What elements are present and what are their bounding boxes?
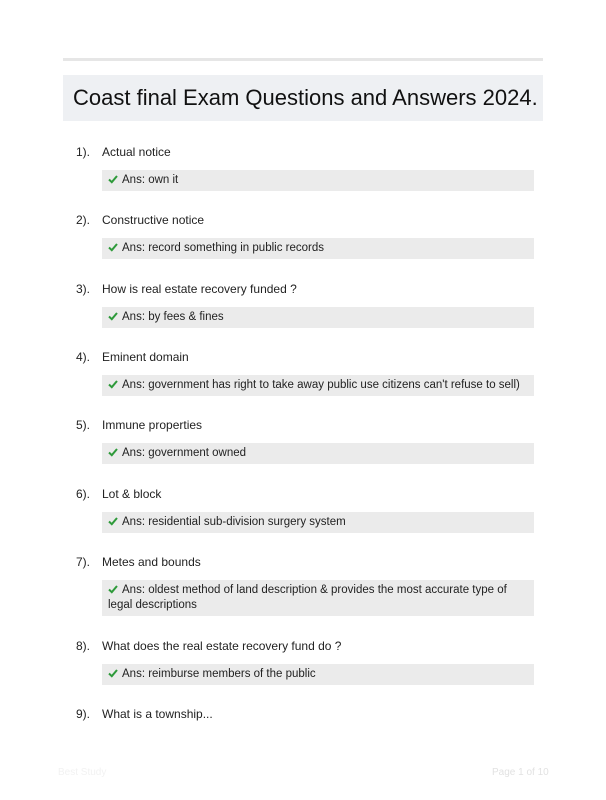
question-text: Lot & block [102,487,162,501]
answer-text: Ans: by fees & fines [122,311,224,323]
question-text: Metes and bounds [102,555,201,569]
answer-box [102,580,534,616]
answer-text: Ans: own it [122,174,179,186]
question-number: 1). [76,145,91,159]
answer-box [102,375,534,396]
top-divider [63,58,543,61]
answer-box [102,307,534,328]
question-text: Actual notice [102,145,171,159]
checkmark-icon [108,379,118,389]
page-title: Coast final Exam Questions and Answers 2024. [73,85,538,110]
answer-box [102,664,534,685]
answer-text: Ans: residential sub-division surgery system [122,516,346,528]
answer-text: Ans: record something in public records [122,242,324,254]
answer-text: Ans: government owned [122,447,247,459]
checkmark-icon [108,174,118,184]
answer-box [102,170,534,191]
question-number: 5). [76,418,91,432]
answer-text: Ans: government has right to take away public use citizens can't refuse to sell) [122,379,520,391]
checkmark-icon [108,668,118,678]
footer-brand: Best Study [58,767,107,778]
checkmark-icon [108,242,118,252]
question-number: 7). [76,555,91,569]
question-text: Immune properties [102,418,203,432]
checkmark-icon [108,447,118,457]
question-number: 2). [76,213,91,227]
checkmark-icon [108,311,118,321]
answer-text: Ans: oldest method of land description & provides the most accurate type of legal descriptions [108,584,507,611]
checkmark-icon [108,516,118,526]
question-number: 9). [76,707,91,721]
question-number: 6). [76,487,91,501]
question-text: How is real estate recovery funded ? [102,282,297,296]
answer-box [102,512,534,533]
answer-box [102,443,534,464]
checkmark-icon [108,584,118,594]
question-text: What does the real estate recovery fund do ? [102,639,342,653]
question-number: 4). [76,350,91,364]
question-number: 8). [76,639,91,653]
answer-text: Ans: reimburse members of the public [122,668,316,680]
answer-box [102,238,534,259]
title-banner [63,75,543,121]
page-indicator: Page 1 of 10 [492,767,549,778]
question-text: Constructive notice [102,213,205,227]
question-text: Eminent domain [102,350,189,364]
question-number: 3). [76,282,91,296]
question-text: What is a township... [102,707,213,721]
